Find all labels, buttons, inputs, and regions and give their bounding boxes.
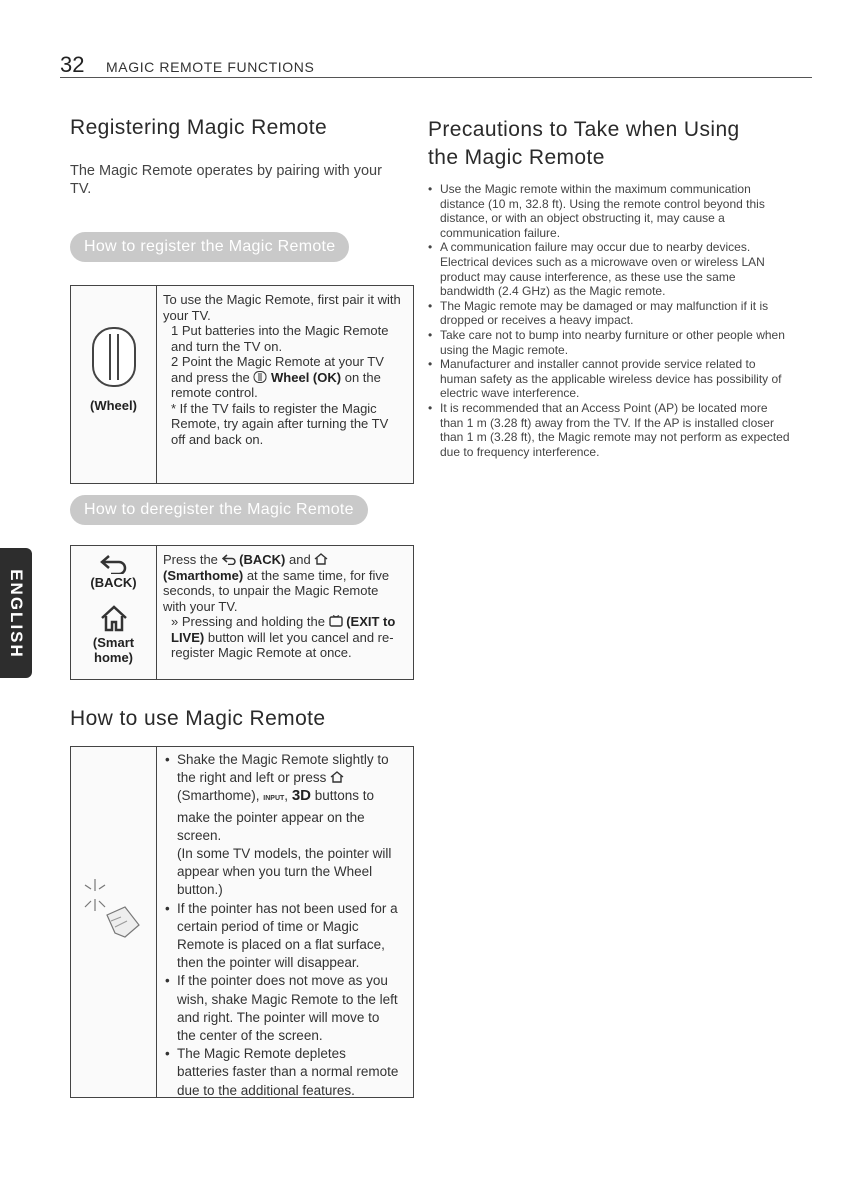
howto-title: How to use Magic Remote bbox=[70, 707, 326, 730]
wheel-label: (Wheel) bbox=[90, 398, 137, 413]
deregister-text-b: at the same time, for five seconds, to unpair the Magic Remote with your TV. bbox=[163, 567, 390, 614]
precaution-item: • Take care not to bump into nearby furniture or other people when using the Magic remote. bbox=[428, 328, 790, 357]
precautions-title-line-1: Precautions to Take when Using bbox=[428, 118, 740, 141]
register-pill: How to register the Magic Remote bbox=[70, 232, 349, 262]
register-step-1: 1 Put batteries into the Magic Remote and turn the TV on. bbox=[171, 323, 389, 354]
smart-home-key: (Smarthome) bbox=[163, 567, 244, 583]
exit-inline-icon bbox=[329, 615, 343, 627]
registering-intro: The Magic Remote operates by pairing with your TV. bbox=[70, 163, 382, 197]
deregister-tip-b: button will let you cancel and re-register Magic Remote at once. bbox=[171, 629, 394, 660]
register-instructions bbox=[157, 286, 413, 483]
home-inline-icon bbox=[314, 553, 328, 565]
page-number: 32 bbox=[60, 52, 85, 77]
wheel-inline-icon bbox=[253, 371, 267, 383]
howto-item-4: • The Magic Remote depletes batteries faster than a normal remote due to the additional features. bbox=[163, 1045, 401, 1100]
smart-home-label-2: home) bbox=[94, 650, 133, 665]
home-inline-icon bbox=[330, 771, 344, 783]
deregister-text-a: Press the bbox=[163, 552, 218, 567]
howto-list bbox=[163, 751, 401, 1100]
register-icon-cell bbox=[71, 286, 157, 483]
precautions-title-line-2: the Magic Remote bbox=[428, 146, 605, 169]
page-header bbox=[60, 52, 812, 78]
back-icon bbox=[99, 552, 129, 574]
back-key: (BACK) bbox=[239, 552, 286, 567]
smart-home-icon bbox=[99, 604, 129, 632]
howto-item-1-d: (In some TV models, the pointer will appear when you turn the Wheel button.) bbox=[177, 846, 392, 898]
precautions-title bbox=[428, 116, 740, 172]
precaution-item: • Use the Magic remote within the maximum communication distance (10 m, 32.8 ft). Using the remote control beyond this distance, or with an object obstructing it, may cause a communication failure. bbox=[428, 182, 790, 240]
language-tab-label: ENGLISH bbox=[7, 569, 26, 659]
deregister-and: and bbox=[289, 552, 311, 567]
howto-item-1-b: (Smarthome), bbox=[177, 788, 260, 804]
deregister-icon-cell bbox=[71, 546, 157, 679]
register-intro-line: To use the Magic Remote, first pair it with your TV. bbox=[163, 292, 401, 323]
precaution-item: • A communication failure may occur due to nearby devices. Electrical devices such as a microwave oven or wireless LAN product may cause interference, as these use the same bandwidth (2.4 GHz) as the Magic remote. bbox=[428, 240, 790, 298]
language-tab bbox=[0, 548, 32, 678]
exit-key: (EXIT to LIVE) bbox=[171, 614, 396, 645]
howto-item-2: • If the pointer has not been used for a certain period of time or Magic Remote is placed on a flat surface, then the pointer will disappear. bbox=[163, 900, 401, 973]
deregister-tip-a: » Pressing and holding the bbox=[171, 614, 325, 629]
registering-title: Registering Magic Remote bbox=[70, 116, 328, 139]
register-step-2 bbox=[163, 354, 403, 401]
deregister-box bbox=[70, 545, 414, 680]
register-box bbox=[70, 285, 414, 484]
precaution-item: • Manufacturer and installer cannot provide service related to human safety as the applicable wireless device has possibility of electric wave interference. bbox=[428, 357, 790, 401]
input-key-label: INPUT bbox=[263, 795, 285, 803]
back-inline-icon bbox=[222, 553, 236, 565]
wheel-icon bbox=[91, 326, 137, 388]
back-label: (BACK) bbox=[90, 575, 137, 590]
precaution-item: • It is recommended that an Access Point (AP) be located more than 1 m (3.28 ft) away from the TV. If the AP is installed closer than 1 m (3.28 ft), the Magic remote may not perform as expected due to frequency interference. bbox=[428, 401, 790, 459]
register-note: * If the TV fails to register the Magic Remote, try again after turning the TV off and back on. bbox=[171, 400, 389, 447]
precautions-list bbox=[428, 182, 790, 459]
register-step-2-a: 2 Point the Magic Remote at your TV and press the bbox=[171, 354, 384, 385]
three-d-key: 3D bbox=[291, 787, 311, 805]
deregister-instructions bbox=[157, 546, 413, 679]
howto-box bbox=[70, 746, 414, 1098]
wheel-ok-key: Wheel (OK) bbox=[271, 369, 342, 385]
howto-instructions bbox=[157, 747, 413, 1097]
howto-item-3: • If the pointer does not move as you wish, shake Magic Remote to the left and right. The pointer will move to the center of the screen. bbox=[163, 972, 401, 1045]
deregister-text bbox=[163, 552, 403, 614]
precaution-item: • The Magic remote may be damaged or may malfunction if it is dropped or receives a heavy impact. bbox=[428, 299, 790, 328]
running-head: MAGIC REMOTE FUNCTIONS bbox=[106, 59, 315, 75]
register-step-2-b: on the remote control. bbox=[171, 369, 381, 400]
shake-remote-icon bbox=[81, 877, 147, 943]
howto-item-1-a: Shake the Magic Remote slightly to the right and left or press bbox=[177, 752, 389, 786]
howto-item-1-c: buttons to make the pointer appear on the screen. bbox=[177, 788, 375, 843]
howto-item-1: • Shake the Magic Remote slightly to the right and left or press (Smarthome), INPUT, 3D buttons to make the pointer appear on the screen. (In some TV models, the pointer will appear when you turn the Wheel button.) bbox=[163, 751, 401, 900]
smart-home-label-1: (Smart bbox=[92, 635, 135, 650]
deregister-pill: How to deregister the Magic Remote bbox=[70, 495, 368, 525]
deregister-tip bbox=[163, 614, 403, 661]
howto-icon-cell bbox=[71, 747, 157, 1097]
